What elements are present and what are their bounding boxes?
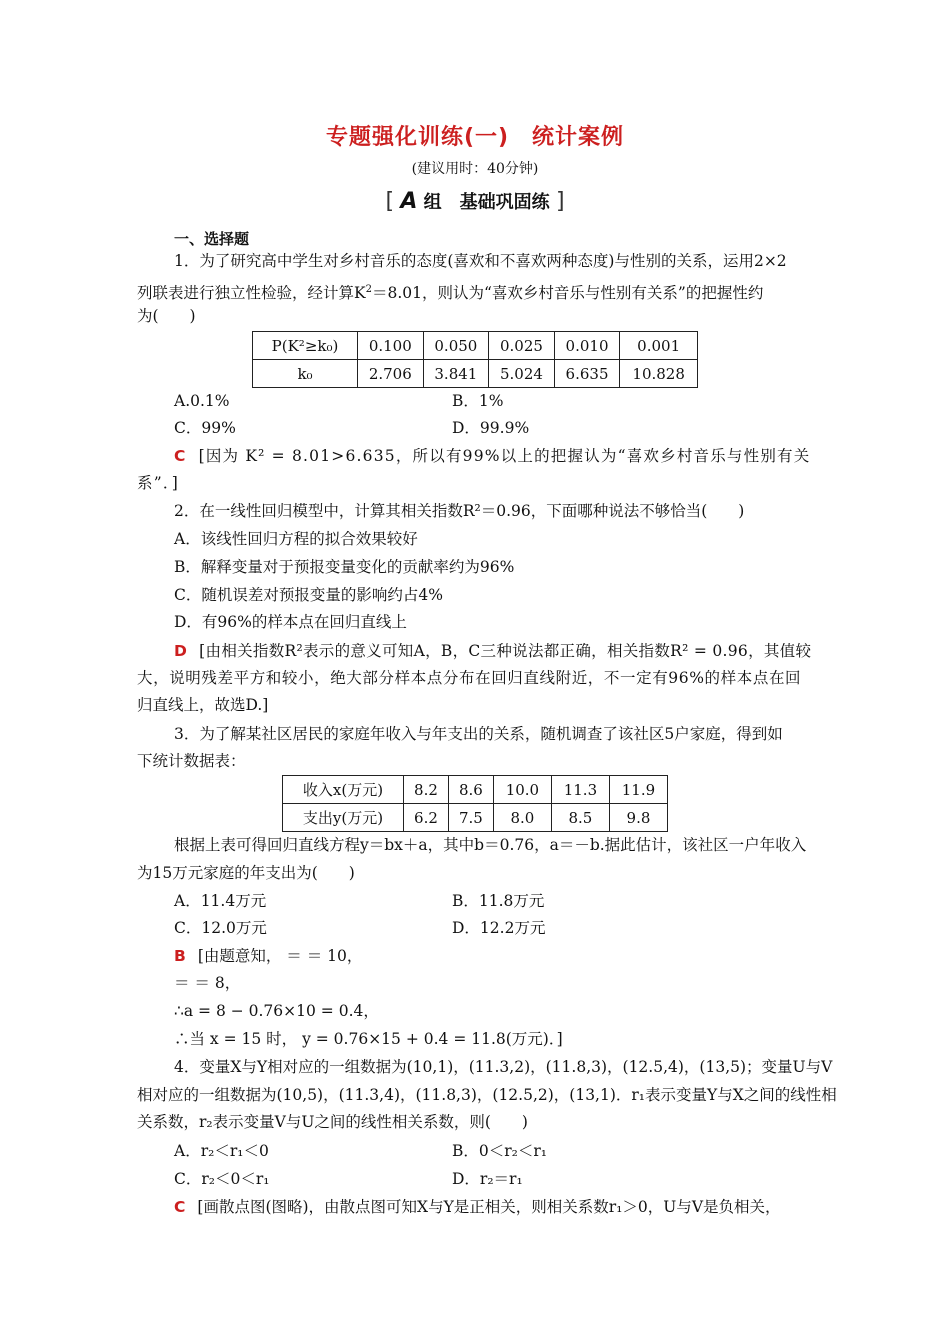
q3-solution-line4: ∴当 x = 15 时， y = 0.76×15 + 0.4 = 11.8(万元)．] — [174, 1030, 563, 1048]
table-cell: 3.841 — [423, 360, 489, 388]
table-header-cell: k₀ — [253, 360, 358, 388]
q3-solution-line1: B [由题意知， ＝ ＝ 10， — [174, 947, 363, 965]
q1-stem-line3: 为( ) — [137, 307, 196, 325]
table-cell: 9.8 — [609, 804, 667, 832]
table-header-cell: 支出y(万元) — [283, 804, 404, 832]
table-cell: 0.001 — [620, 332, 698, 360]
q4-solution-line1: C [画散点图(图略)，由散点图可知X与Y是正相关，则相关系数r₁＞0，U与V是负相关， — [174, 1198, 781, 1216]
q1-stem-line2: 列联表进行独立性检验，经计算$K^2=8.01$，则认为“喜欢乡村音乐与性别有关系”的把握性约 — [137, 284, 764, 303]
table-cell: 10.0 — [493, 776, 551, 804]
q2-solution-line1: D [由相关指数R²表示的意义可知A，B，C三种说法都正确，相关指数R² = 0.96，其值较 — [174, 642, 812, 660]
table-cell: 5.024 — [489, 360, 555, 388]
q2-option-d[interactable]: D．有96%的样本点在回归直线上 — [174, 613, 407, 631]
q1-solution-line1: C [因为 K² = 8.01>6.635，所以有99%以上的把握认为“喜欢乡村音乐与性别有关 — [174, 447, 811, 465]
q4-answer: C — [174, 1198, 186, 1216]
table-row — [253, 332, 698, 360]
table-header-cell: 收入x(万元) — [283, 776, 404, 804]
table-cell: 8.5 — [551, 804, 609, 832]
q1-option-c[interactable]: C．99% — [174, 419, 236, 437]
q4-option-c[interactable]: C．r₂＜0＜r₁ — [174, 1170, 270, 1188]
q1-answer: C — [174, 447, 187, 465]
page-title: 专题强化训练(一) 统计案例 — [325, 125, 625, 150]
table-row — [283, 804, 668, 832]
q3-option-c[interactable]: C．12.0万元 — [174, 919, 267, 937]
table-cell: 0.025 — [489, 332, 555, 360]
q4-stem-line3: 关系数，r₂表示变量V与U之间的线性相关系数，则( ) — [137, 1113, 528, 1131]
q2-option-b[interactable]: B．解释变量对于预报变量变化的贡献率约为96% — [174, 558, 515, 576]
q1-option-a[interactable]: A.0.1% — [174, 392, 230, 410]
q1-option-b[interactable]: B．1% — [452, 392, 504, 410]
q3-solution-line3: ∴a = 8 − 0.76×10 = 0.4， — [174, 1002, 379, 1020]
group-heading: [ A 组 基础巩固练 ] — [385, 189, 565, 214]
table-cell: 7.5 — [448, 804, 493, 832]
q3-solution-line2: ＝ ＝ 8， — [174, 974, 241, 992]
table-cell: 6.635 — [554, 360, 620, 388]
q3-stem-line1: 3．为了解某社区居民的家庭年收入与年支出的关系，随机调查了该社区5户家庭，得到如 — [174, 725, 783, 743]
table-cell: 0.050 — [423, 332, 489, 360]
group-label: 组 基础巩固练 — [423, 192, 550, 213]
table-cell: 6.2 — [404, 804, 449, 832]
q1-stem-line1: 1．为了研究高中学生对乡村音乐的态度(喜欢和不喜欢两种态度)与性别的关系，运用2×2 — [174, 252, 787, 270]
q3-option-b[interactable]: B．11.8万元 — [452, 892, 545, 910]
q1-critical-value-table — [252, 331, 698, 388]
table-cell: 0.100 — [358, 332, 424, 360]
table-cell: 2.706 — [358, 360, 424, 388]
q3-option-d[interactable]: D．12.2万元 — [452, 919, 546, 937]
q3-stem-line3: 根据上表可得回归直线方程y＝bx＋a，其中b＝0.76，a＝－b.据此估计，该社区一户年收入 — [174, 836, 807, 854]
q2-option-a[interactable]: A．该线性回归方程的拟合效果较好 — [174, 530, 418, 548]
table-header-cell: P(K²≥k₀) — [253, 332, 358, 360]
table-cell: 11.3 — [551, 776, 609, 804]
q3-data-table — [282, 775, 668, 832]
group-letter: A — [400, 189, 418, 214]
q4-option-a[interactable]: A．r₂＜r₁＜0 — [174, 1142, 269, 1160]
table-cell: 8.6 — [448, 776, 493, 804]
q2-solution-line2: 大，说明残差平方和较小，绝大部分样本点分布在回归直线附近，不一定有96%的样本点在回 — [137, 669, 802, 687]
q3-answer: B — [174, 947, 186, 965]
q4-option-d[interactable]: D．r₂＝r₁ — [452, 1170, 523, 1188]
q4-stem-line1: 4．变量X与Y相对应的一组数据为(10,1)，(11.3,2)，(11.8,3)，(12.5,4)，(13,5)；变量U与V — [174, 1058, 833, 1076]
q4-option-b[interactable]: B．0＜r₂＜r₁ — [452, 1142, 547, 1160]
q1-solution-line2: 系”．] — [137, 474, 180, 492]
table-cell: 8.0 — [493, 804, 551, 832]
q3-stem-line4: 为15万元家庭的年支出为( ) — [137, 864, 355, 882]
q3-option-a[interactable]: A．11.4万元 — [174, 892, 267, 910]
table-cell: 10.828 — [620, 360, 698, 388]
q3-stem-line2: 下统计数据表： — [137, 752, 246, 770]
q2-answer: D — [174, 642, 188, 660]
suggested-time: (建议用时：40分钟) — [411, 161, 539, 177]
q2-solution-line3: 归直线上，故选D.] — [137, 696, 269, 714]
q4-stem-line2: 相对应的一组数据为(10,5)，(11.3,4)，(11.8,3)，(12.5,2)，(13,1)．r₁表示变量Y与X之间的线性相 — [137, 1086, 837, 1104]
section-heading: 一、选择题 — [174, 230, 250, 248]
q2-option-c[interactable]: C．随机误差对预报变量的影响约占4% — [174, 586, 443, 604]
table-cell: 8.2 — [404, 776, 449, 804]
table-row — [283, 776, 668, 804]
table-cell: 11.9 — [609, 776, 667, 804]
table-row — [253, 360, 698, 388]
q2-stem: 2．在一线性回归模型中，计算其相关指数R²＝0.96，下面哪种说法不够恰当( ) — [174, 502, 745, 520]
q1-option-d[interactable]: D．99.9% — [452, 419, 530, 437]
table-cell: 0.010 — [554, 332, 620, 360]
